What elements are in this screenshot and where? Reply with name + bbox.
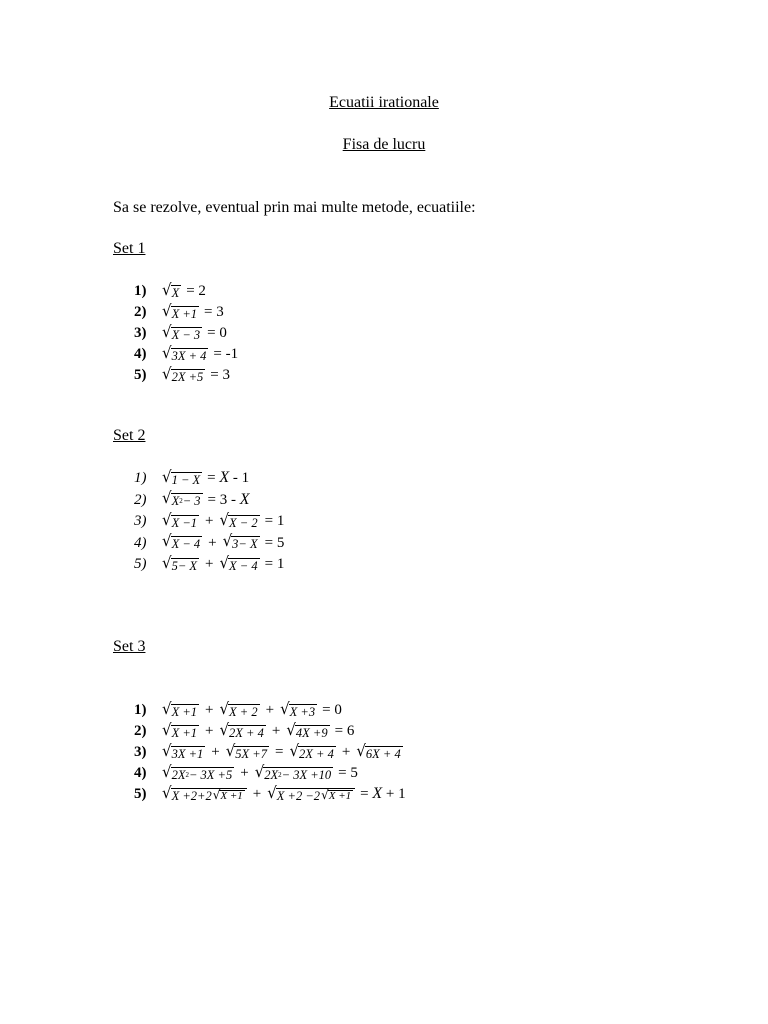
radical-expression: √ X − 3 <box>162 321 201 342</box>
equation-rhs: = 3 <box>210 367 230 383</box>
equation-rhs: = -1 <box>213 346 239 362</box>
equation-number: 2) <box>134 304 147 320</box>
operator: = <box>275 744 284 760</box>
radical-expression: √ X +2+2 √ X +1 <box>162 786 247 803</box>
equation-row <box>134 721 354 741</box>
radical-expression: √ 3X +1 <box>162 740 204 761</box>
equation-rhs: = 3 - X <box>207 490 250 508</box>
operator: + <box>205 723 214 739</box>
set-3-heading: Set 3 <box>113 638 146 655</box>
radical-expression: √ 5− X <box>162 552 198 573</box>
radical-sign-icon: √ <box>212 787 221 803</box>
equation-rhs: = X - 1 <box>207 469 250 486</box>
operator: + <box>208 534 217 551</box>
equation-row <box>134 365 230 385</box>
radical-sign-icon: √ <box>286 719 296 739</box>
equation-rhs: = 5 <box>338 765 358 781</box>
radical-sign-icon: √ <box>222 531 233 551</box>
radical-expression: √ X − 2 <box>219 509 258 530</box>
equation-row <box>134 323 227 343</box>
radical-sign-icon: √ <box>219 719 230 739</box>
equation-rhs: = 6 <box>334 723 355 739</box>
equation-number: 1) <box>134 470 147 486</box>
radical-expression: √ 3X + 4 <box>162 342 207 363</box>
radical-sign-icon: √ <box>219 698 230 718</box>
radical-sign-icon: √ <box>280 698 290 718</box>
radical-expression: √ 5X +7 <box>225 740 267 761</box>
equation-number: 1) <box>134 283 147 299</box>
equation-row <box>134 554 284 574</box>
equation-number: 5) <box>134 786 147 802</box>
radical-sign-icon: √ <box>321 787 329 803</box>
operator: + <box>240 765 249 781</box>
radical-sign-icon: √ <box>219 509 230 529</box>
radical-sign-icon: √ <box>289 740 300 760</box>
radical-expression: √ X +2 −2 √ X +1 <box>267 786 355 803</box>
equation-number: 5) <box>134 367 147 383</box>
radical-sign-icon: √ <box>219 552 230 572</box>
radical-sign-icon: √ <box>356 740 366 760</box>
equation-rhs: = 0 <box>322 702 342 718</box>
equation-row <box>134 511 284 531</box>
equation-row <box>134 784 406 804</box>
equation-row <box>134 763 358 783</box>
radical-expression: √ X −1 <box>162 509 198 530</box>
radical-expression: √ X − 4 <box>219 552 258 573</box>
radical-sign-icon: √ <box>267 782 277 802</box>
radical-expression: √ 2X + 4 <box>219 719 264 740</box>
equation-number: 2) <box>134 491 147 508</box>
document-title: Ecuatii irationale <box>329 94 439 111</box>
radical-expression: √ 2X 2 − 3X +10 <box>254 761 332 782</box>
operator: + <box>205 702 214 718</box>
radical-expression: √ 2X + 4 <box>289 740 334 761</box>
equation-number: 5) <box>134 556 147 572</box>
equation-rhs: = X + 1 <box>360 785 406 802</box>
operator: + <box>271 723 281 739</box>
set-2-heading: Set 2 <box>113 427 146 444</box>
equation-number: 4) <box>134 765 147 781</box>
operator: + <box>205 513 214 529</box>
equation-row <box>134 281 206 301</box>
radical-expression: √ 6X + 4 <box>356 740 401 761</box>
radical-sign-icon: √ <box>162 761 172 781</box>
equation-row <box>134 344 238 364</box>
equation-number: 3) <box>134 513 147 529</box>
radical-sign-icon: √ <box>162 552 172 572</box>
radical-expression: √ 2X 2 − 3X +5 <box>162 761 233 782</box>
radical-sign-icon: √ <box>162 363 172 383</box>
radical-sign-icon: √ <box>162 509 172 529</box>
radical-sign-icon: √ <box>162 719 172 739</box>
operator: + <box>265 702 275 718</box>
equation-number: 4) <box>134 346 147 362</box>
radical-sign-icon: √ <box>162 531 172 551</box>
radical-sign-icon: √ <box>225 740 236 760</box>
equation-number: 1) <box>134 702 147 718</box>
nested-radical: √ X +1 <box>321 787 352 803</box>
radical-sign-icon: √ <box>254 761 265 781</box>
operator: + <box>211 744 220 760</box>
radical-expression: √ X +1 <box>162 719 198 740</box>
radical-expression: √ X +1 <box>162 300 198 321</box>
equation-rhs: = 3 <box>204 304 224 320</box>
radical-expression: √ X +1 <box>162 698 198 719</box>
radical-expression: √ X 2 − 3 <box>162 488 201 508</box>
equation-rhs: = 2 <box>186 283 206 299</box>
radical-sign-icon: √ <box>162 279 172 299</box>
operator: + <box>341 744 351 760</box>
radical-expression: √ X + 2 <box>219 698 258 719</box>
equation-row <box>134 742 405 762</box>
radical-expression: √ X <box>162 279 180 300</box>
instruction-text: Sa se rezolve, eventual prin mai multe metode, ecuatiile: <box>113 199 476 216</box>
radical-expression: √ 4X +9 <box>286 719 328 740</box>
radical-sign-icon: √ <box>162 740 172 760</box>
radical-expression: √ 3− X <box>222 531 258 551</box>
equation-number: 3) <box>134 744 147 760</box>
radical-expression: √ X +3 <box>280 698 316 719</box>
radical-expression: √ 2X +5 <box>162 363 204 384</box>
radical-sign-icon: √ <box>162 300 172 320</box>
radical-sign-icon: √ <box>162 342 172 362</box>
operator: + <box>252 786 262 802</box>
radical-expression: √ X − 4 <box>162 531 201 551</box>
equation-number: 2) <box>134 723 147 739</box>
document-subtitle: Fisa de lucru <box>342 136 426 153</box>
set-1-heading: Set 1 <box>113 240 146 257</box>
equation-row <box>134 533 284 553</box>
radical-sign-icon: √ <box>162 488 172 508</box>
equation-row <box>134 302 224 322</box>
equation-number: 4) <box>134 534 147 551</box>
equation-rhs: = 1 <box>264 556 285 572</box>
equation-row <box>134 700 342 720</box>
equation-number: 3) <box>134 325 147 341</box>
radical-sign-icon: √ <box>162 321 172 341</box>
equation-row <box>134 468 249 488</box>
equation-rhs: = 0 <box>207 325 227 341</box>
radical-sign-icon: √ <box>162 782 172 802</box>
radical-sign-icon: √ <box>162 698 172 718</box>
equation-rhs: = 1 <box>264 513 285 529</box>
equation-row <box>134 490 250 510</box>
equation-rhs: = 5 <box>264 534 285 551</box>
operator: + <box>205 556 214 572</box>
nested-radical: √ X +1 <box>212 787 243 803</box>
radical-expression: √ 1 − X <box>162 466 201 487</box>
radical-sign-icon: √ <box>162 466 172 486</box>
